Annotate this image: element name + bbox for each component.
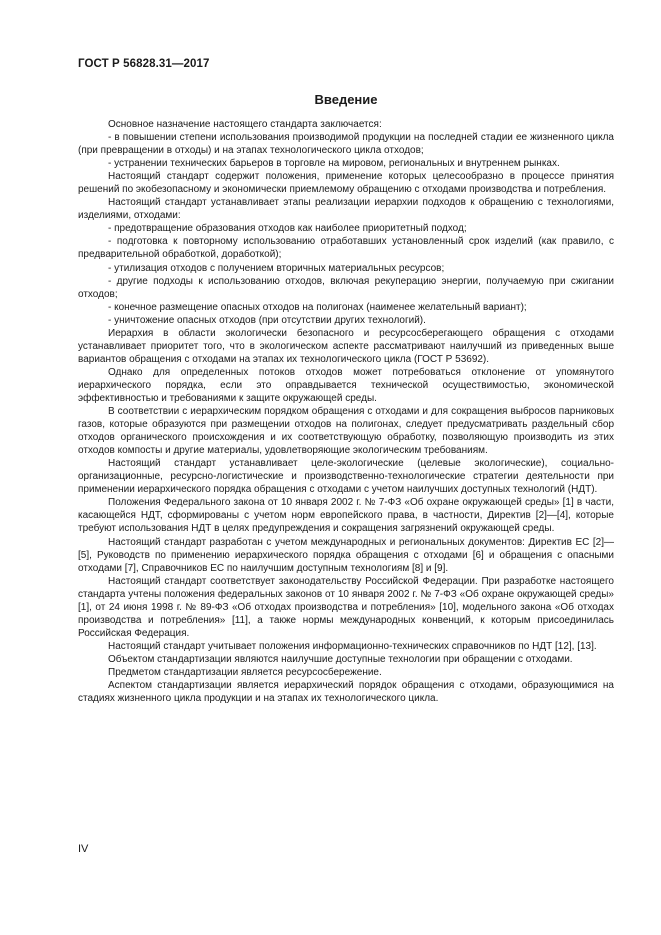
section-title: Введение [314, 92, 378, 107]
list-item: - конечное размещение опасных отходов на полигонах (наименее желательный вариант); [108, 301, 527, 313]
document-header: ГОСТ Р 56828.31—2017 [78, 58, 210, 70]
paragraph: Однако для определенных потоков отходов может потребоваться отклонение от упомянутого иерархического порядка, если это оправдывается технической осуществимостью, экономической эффективностью и требованиями к защите окружающей среды. [78, 366, 614, 404]
paragraph: Настоящий стандарт разработан с учетом международных и региональных документов: Директив ЕС [2]—[5], Руководств по применению иерархического порядка обращения с отходами [6] и обращения с опасными отходами [7], Справочников ЕС по наилучшим доступным технологиям [8] и [9]. [78, 536, 614, 574]
paragraph: Объектом стандартизации являются наилучшие доступные технологии при обращении с отходами. [108, 653, 573, 665]
paragraph: Настоящий стандарт устанавливает целе-экологические (целевые экологические), социально-организационные, ресурсно-логистические и производственно-технологические стратегии деятельности при применении иерархического порядка обращения с отходами с учетом наилучших доступных технологий (НДТ). [78, 458, 614, 496]
paragraph: В соответствии с иерархическим порядком обращения с отходами и для сокращения выбросов парниковых газов, которые образуются при размещении отходов на полигонах, следует предусматривать раздельный сбор отходов органического происхождения и их соответствующую обработку, позволяющую производить из этих отходов компосты и другие материалы, удовлетворяющие экологическим требованиям. [78, 406, 614, 457]
list-item: - другие подходы к использованию отходов, включая рекуперацию энергии, получаемую при сжигании отходов; [78, 275, 614, 300]
document-body [78, 118, 614, 705]
paragraph: Основное назначение настоящего стандарта заключается: [108, 119, 382, 130]
paragraph: Положения Федерального закона от 10 января 2002 г. № 7-ФЗ «Об охране окружающей среды» [1] в части, касающейся НДТ, сформированы с учетом норм европейского права, в частности, Директив [2]—[4], которые требуют использования НДТ в целях предупреждения и сокращения загрязнений окружающей среды. [78, 497, 614, 535]
paragraph: Настоящий стандарт содержит положения, применение которых целесообразно в процессе принятия решений по экобезопасному и экономически приемлемому обращению с отходами производства и потребления. [78, 171, 614, 196]
page-number: IV [78, 843, 89, 855]
list-item: - утилизация отходов с получением вторичных материальных ресурсов; [108, 262, 445, 274]
paragraph: Аспектом стандартизации является иерархический порядок обращения с отходами, образующимися на стадиях жизненного цикла продукции и на этапах их технологического цикла. [78, 680, 614, 705]
list-item: - устранении технических барьеров в торговле на мировом, региональных и внутреннем рынках. [108, 158, 560, 170]
list-item: - подготовка к повторному использованию отработавших установленный срок изделий (как правило, с предварительной обработкой, доработкой); [78, 236, 614, 261]
paragraph: Настоящий стандарт устанавливает этапы реализации иерархии подходов к обращению с технологиями, изделиями, отходами: [78, 197, 614, 222]
paragraph: Предметом стандартизации является ресурсосбережение. [108, 666, 382, 678]
paragraph: Настоящий стандарт учитывает положения информационно-технических справочников по НДТ [12], [13]. [108, 640, 597, 652]
list-item: - предотвращение образования отходов как наиболее приоритетный подход; [108, 223, 467, 235]
paragraph: Иерархия в области экологически безопасного и ресурсосберегающего обращения с отходами устанавливает приоритет того, что в экологическом аспекте рассматривают наилучший из приведенных выше вариантов обращения с отходами на этапах их технологического цикла (ГОСТ Р 53692). [78, 327, 614, 365]
list-item: - уничтожение опасных отходов (при отсутствии других технологий). [108, 314, 426, 326]
paragraph: Настоящий стандарт соответствует законодательству Российской Федерации. При разработке настоящего стандарта учтены положения федеральных законов от 10 января 2002 г. № 7-ФЗ «Об охране окружающей среды» [1], от 24 июня 1998 г. № 89-ФЗ «Об отходах производства и потребления» [10], модельного закона «Об отходах производства и потребления» [11], а также нормы международных конвенций, к которым присоединилась Российская Федерация. [78, 575, 614, 639]
list-item: - в повышении степени использования производимой продукции на последней стадии ее жизненного цикла (при превращении в отходы) и на этапах технологического цикла отходов; [78, 132, 614, 157]
